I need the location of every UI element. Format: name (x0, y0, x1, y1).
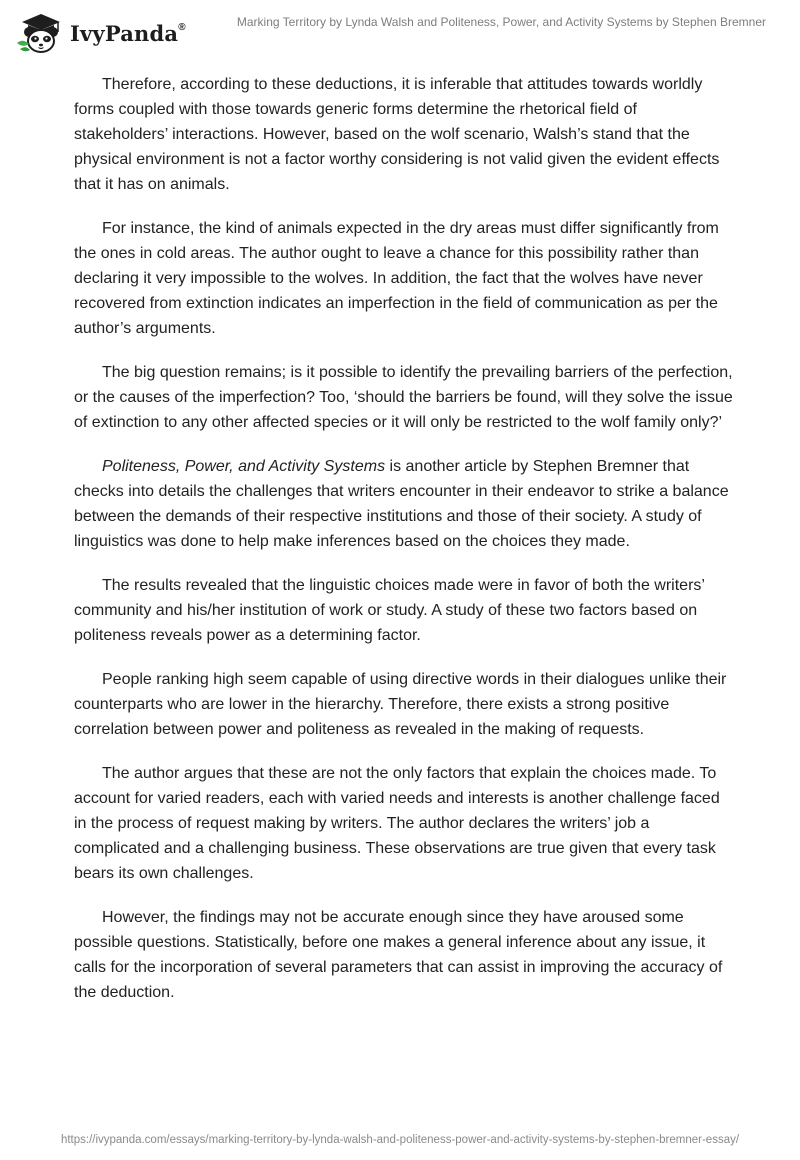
paragraph: The big question remains; is it possible to identify the prevailing barriers of the perfection, or the causes of the imperfection? Too, ‘should the barriers be found, will they solve the issue of extinction to any other affected species or it will only be restricted to the wolf family only?’ (74, 364, 733, 431)
document-title: Marking Territory by Lynda Walsh and Politeness, Power, and Activity Systems by Stephen Bremner (236, 15, 766, 29)
paragraph: The author argues that these are not the only factors that explain the choices made. To account for varied readers, each with varied needs and interests is another challenge faced in the process of request making by writers. The author declares the writers’ job a complicated and a challenging business. These observations are true given that every task bears its own challenges. (74, 765, 720, 882)
article-title: Politeness, Power, and Activity Systems (102, 458, 386, 475)
page-header (0, 0, 800, 60)
paragraph: People ranking high seem capable of using directive words in their dialogues unlike their counterparts who are lower in the hierarchy. Therefore, there exists a strong positive correlation between power and politeness as revealed in the making of requests. (74, 671, 727, 738)
paragraph: For instance, the kind of animals expected in the dry areas must differ significantly from the ones in cold areas. The author ought to leave a chance for this possibility rather than declaring it very impossible to the wolves. In addition, the fact that the wolves have never recovered from extinction indicates an imperfection in the field of communication as per the author’s arguments. (74, 220, 719, 337)
paragraph-text: is another article by Stephen Bremner that checks into details the challenges that writers encounter in their endeavor to strike a balance between the demands of their respective institutions and those of their society. A study of linguistics was done to help make inferences based on the choices they made. (74, 458, 729, 550)
ivypanda-logo[interactable] (14, 10, 186, 54)
paragraph (74, 454, 734, 554)
source-url[interactable]: https://ivypanda.com/essays/marking-territory-by-lynda-walsh-and-politeness-power-and-activity-systems-by-stephen-bremner-essay/ (60, 1134, 740, 1146)
paragraph: However, the findings may not be accurate enough since they have aroused some possible questions. Statistically, before one makes a general inference about any issue, it calls for the incorporation of several parameters that can assist in improving the accuracy of the deduction. (74, 909, 723, 1001)
paragraph: Therefore, according to these deductions, it is inferable that attitudes towards worldly forms coupled with those towards generic forms determine the rhetorical field of stakeholders’ interactions. However, based on the wolf scenario, Walsh’s stand that the physical environment is not a factor worthy considering is not valid given the evident effects that it has on animals. (74, 76, 720, 193)
essay-body (74, 72, 734, 1024)
brand-name: IvyPanda® (70, 20, 186, 46)
paragraph: The results revealed that the linguistic choices made were in favor of both the writers’ community and his/her institution of work or study. A study of these two factors based on politeness reveals power as a determining factor. (74, 577, 705, 644)
panda-graduate-icon (14, 10, 68, 54)
